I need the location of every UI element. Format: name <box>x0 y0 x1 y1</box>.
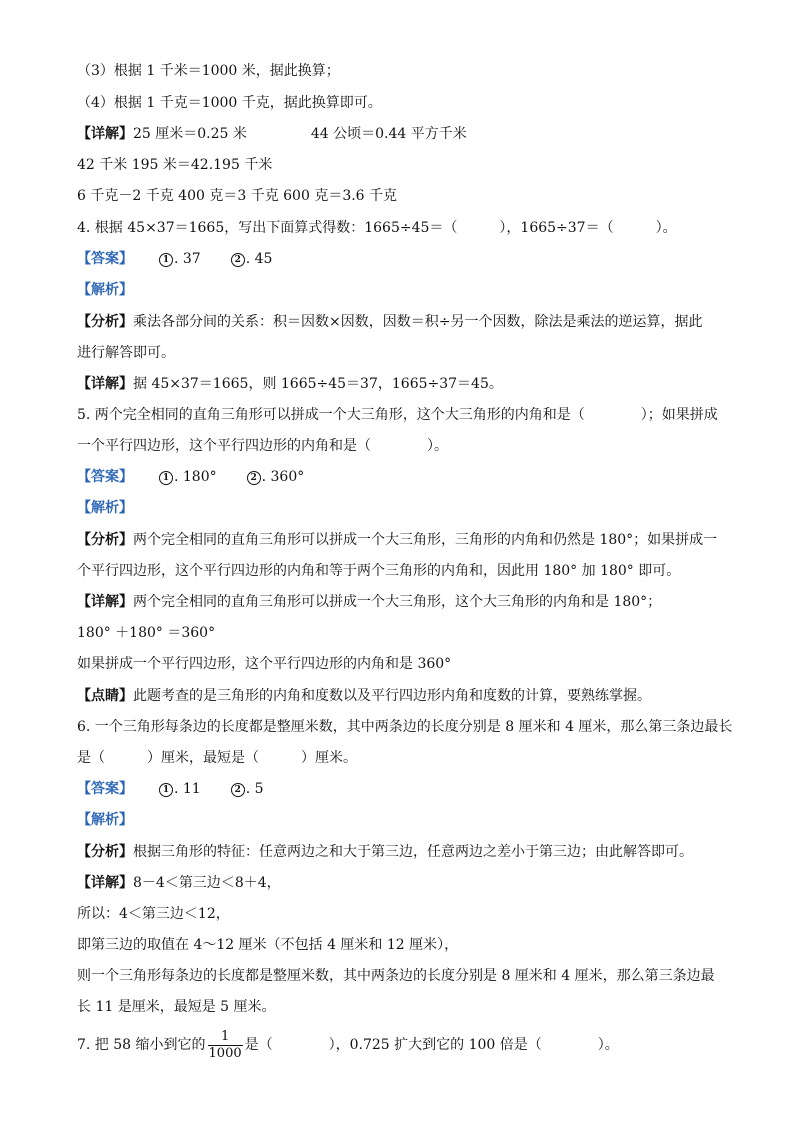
text: 乘法各部分间的关系：积＝因数×因数，因数＝积÷另一个因数，除法是乘法的逆运算，据此 <box>133 314 703 330</box>
question-5-cont: 一个平行四边形，这个平行四边形的内角和是（ ）。 <box>77 438 448 454</box>
text: 25 厘米＝0.25 米 <box>133 126 247 142</box>
question-6-cont: 是（ ）厘米，最短是（ ）厘米。 <box>77 750 357 766</box>
answer-tag: 【答案】 <box>77 469 133 485</box>
analysis-tag: 【分析】 <box>77 532 133 548</box>
analysis-tag: 【分析】 <box>77 844 133 860</box>
question-6: 6. 一个三角形每条边的长度都是整厘米数，其中两条边的长度分别是 8 厘米和 4 厘米，那么第三条边最长 <box>77 719 733 735</box>
answer-tag: 【答案】 <box>77 781 133 797</box>
detail-tag: 【详解】 <box>77 594 133 610</box>
circled-number-icon: 1 <box>159 783 173 797</box>
analysis-line <box>77 842 693 862</box>
text-line: 进行解答即可。 <box>77 345 175 361</box>
detail-tag: 【详解】 <box>77 376 133 392</box>
analysis-heading: 【解析】 <box>77 282 133 298</box>
question-5: 5. 两个完全相同的直角三角形可以拼成一个大三角形，这个大三角形的内角和是（ ）；如果拼成 <box>77 407 718 423</box>
analysis-heading: 【解析】 <box>77 812 133 828</box>
text-line: 6 千克－2 千克 400 克＝3 千克 600 克＝3.6 千克 <box>77 188 398 204</box>
analysis-heading: 【解析】 <box>77 500 133 516</box>
answer-line <box>77 249 272 269</box>
answer-value: . 37 <box>174 251 201 267</box>
text-line: 个平行四边形，这个平行四边形的内角和等于两个三角形的内角和，因此用 180° 加 180° 即可。 <box>77 563 681 579</box>
comment-line <box>77 686 651 706</box>
text-line: （3）根据 1 千米＝1000 米，据此换算； <box>77 63 340 79</box>
answer-value: . 360° <box>261 469 305 485</box>
answer-line <box>77 779 264 799</box>
text-line: 所以：4＜第三边＜12， <box>77 906 230 922</box>
answer-value: . 5 <box>245 781 264 797</box>
text: 据 45×37＝1665，则 1665÷45＝37，1665÷37＝45。 <box>133 376 503 392</box>
text: 7. 把 58 缩小到它的 <box>77 1037 206 1053</box>
circled-number-icon: 2 <box>247 471 261 485</box>
answer-value: . 45 <box>245 251 273 267</box>
analysis-line <box>77 312 702 332</box>
text-line: （4）根据 1 千克＝1000 千克，据此换算即可。 <box>77 95 382 111</box>
question-4: 4. 根据 45×37＝1665，写出下面算式得数：1665÷45＝（ ），1665÷37＝（ ）。 <box>77 220 677 236</box>
analysis-tag: 【分析】 <box>77 314 133 330</box>
text-line: 长 11 是厘米，最短是 5 厘米。 <box>77 999 276 1015</box>
fraction-numerator: 1 <box>208 1029 243 1046</box>
answer-value: . 11 <box>174 781 201 797</box>
fraction-denominator: 1000 <box>208 1045 242 1061</box>
text-line: 即第三边的取值在 4～12 厘米（不包括 4 厘米和 12 厘米）， <box>77 937 459 953</box>
answer-tag: 【答案】 <box>77 251 133 267</box>
circled-number-icon: 1 <box>159 253 173 267</box>
circled-number-icon: 2 <box>231 253 245 267</box>
detail-tag: 【详解】 <box>77 875 133 891</box>
text-line: 42 千米 195 米＝42.195 千米 <box>77 157 273 173</box>
detail-line <box>77 124 467 144</box>
detail-line <box>77 592 661 612</box>
circled-number-icon: 1 <box>159 471 173 485</box>
text: 44 公顷＝0.44 平方千米 <box>310 126 467 142</box>
text: 8－4＜第三边＜8＋4， <box>133 875 281 891</box>
fraction <box>208 1029 243 1062</box>
text: 此题考查的是三角形的内角和度数以及平行四边形内角和度数的计算，要熟练掌握。 <box>133 688 651 704</box>
text-line: 如果拼成一个平行四边形，这个平行四边形的内角和是 360° <box>77 656 452 672</box>
text-line: 180° ＋180° ＝360° <box>77 625 216 641</box>
detail-line <box>77 374 503 394</box>
detail-tag: 【详解】 <box>77 126 133 142</box>
question-7 <box>77 1025 619 1065</box>
circled-number-icon: 2 <box>231 783 245 797</box>
comment-tag: 【点睛】 <box>77 688 133 704</box>
text-line: 则一个三角形每条边的长度都是整厘米数，其中两条边的长度分别是 8 厘米和 4 厘米，那么第三条边最 <box>77 968 715 984</box>
detail-line <box>77 873 281 893</box>
answer-line <box>77 467 304 487</box>
text: 两个完全相同的直角三角形可以拼成一个大三角形，这个大三角形的内角和是 180°； <box>133 594 662 610</box>
text: 根据三角形的特征：任意两边之和大于第三边，任意两边之差小于第三边；由此解答即可。 <box>133 844 693 860</box>
analysis-line <box>77 530 717 550</box>
text: 两个完全相同的直角三角形可以拼成一个大三角形，三角形的内角和仍然是 180°；如果拼成一 <box>133 532 718 548</box>
answer-value: . 180° <box>174 469 217 485</box>
text: 是（ ），0.725 扩大到它的 100 倍是（ ）。 <box>244 1037 619 1053</box>
